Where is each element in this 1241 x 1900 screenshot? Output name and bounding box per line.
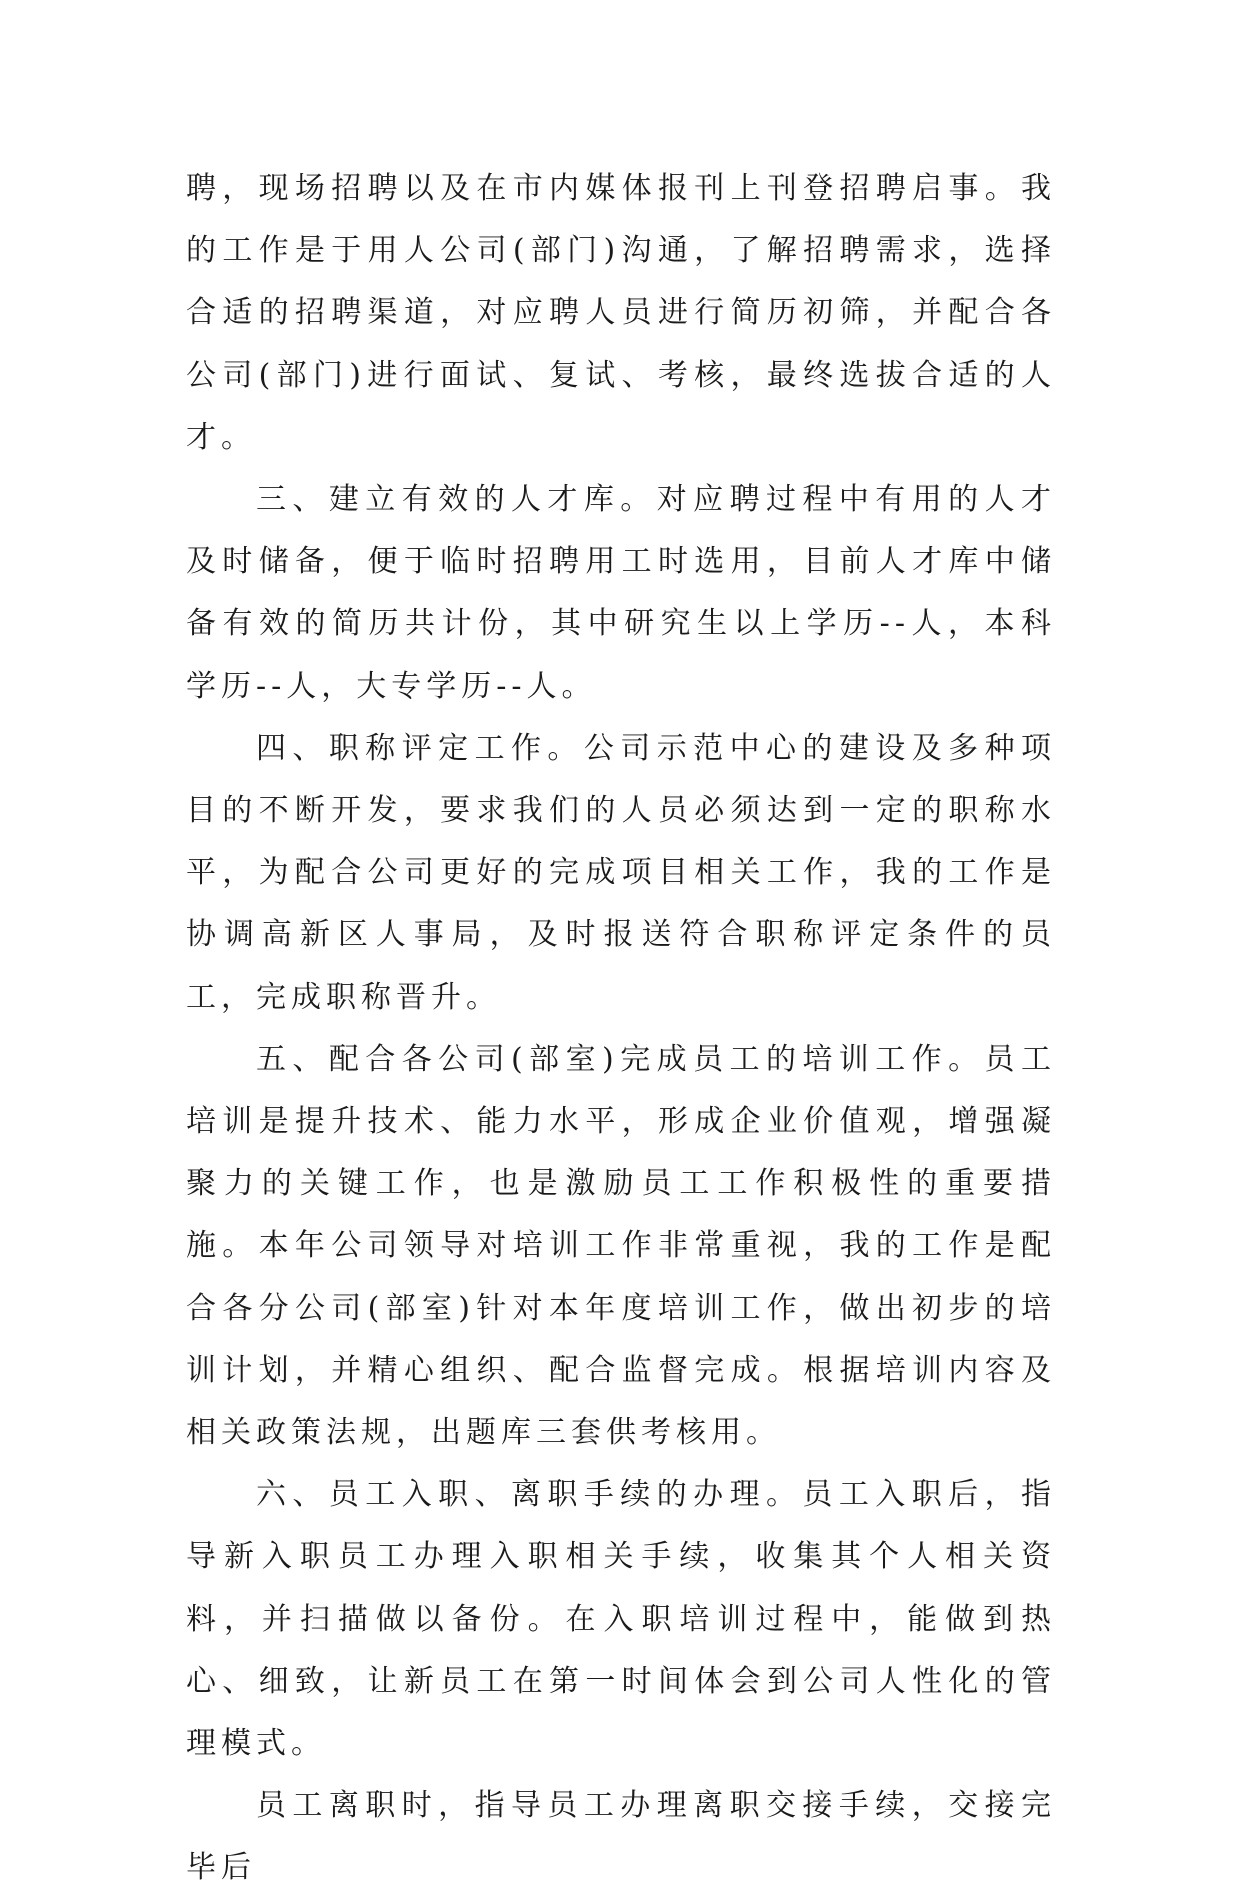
paragraph-title-evaluation: 四、职称评定工作。公司示范中心的建设及多种项目的不断开发，要求我们的人员必须达到一定的职称水平，为配合公司更好的完成项目相关工作，我的工作是协调高新区人事局，及时报送符合职称评定条件的员工，完成职称晋升。 — [186, 730, 1056, 1015]
paragraph-training: 五、配合各公司(部室)完成员工的培训工作。员工培训是提升技术、能力水平，形成企业价值观，增强凝聚力的关键工作，也是激励员工工作积极性的重要措施。本年公司领导对培训工作非常重视，我的工作是配合各分公司(部室)针对本年度培训工作，做出初步的培训计划，并精心组织、配合监督完成。根据培训内容及相关政策法规，出题库三套供考核用。 — [186, 1041, 1056, 1451]
paragraph-talent-pool: 三、建立有效的人才库。对应聘过程中有用的人才及时储备，便于临时招聘用工时选用，目前人才库中储备有效的简历共计份，其中研究生以上学历--人，本科学历--人，大专学历--人。 — [186, 482, 1056, 704]
paragraph-offboarding: 员工离职时，指导员工办理离职交接手续，交接完毕后 — [186, 1788, 1056, 1886]
paragraph-recruitment-continued: 聘，现场招聘以及在市内媒体报刊上刊登招聘启事。我的工作是于用人公司(部门)沟通，了解招聘需求，选择合适的招聘渠道，对应聘人员进行简历初筛，并配合各公司(部门)进行面试、复试、考核，最终选拔合适的人才。 — [186, 171, 1056, 455]
paragraph-onboarding: 六、员工入职、离职手续的办理。员工入职后，指导新入职员工办理入职相关手续，收集其个人相关资料，并扫描做以备份。在入职培训过程中，能做到热心、细致，让新员工在第一时间体会到公司人性化的管理模式。 — [186, 1477, 1056, 1762]
document-body — [186, 158, 1056, 1900]
